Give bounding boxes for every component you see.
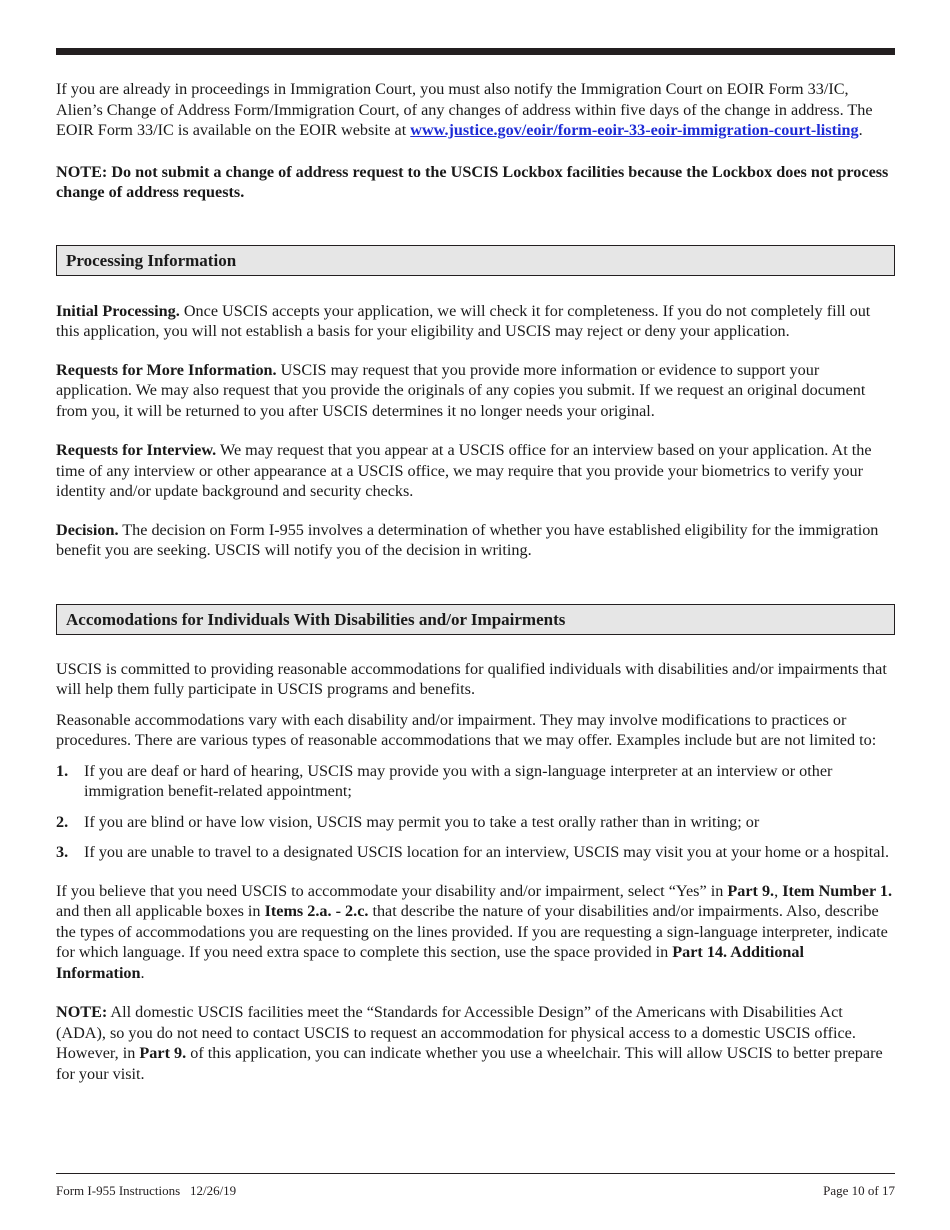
- eoir-website-link[interactable]: www.justice.gov/eoir/form-eoir-33-eoir-immigration-court-listing: [410, 121, 859, 139]
- form-identifier: Form I-955 Instructions 12/26/19: [56, 1183, 237, 1198]
- immigration-court-paragraph: If you are already in proceedings in Immigration Court, you must also notify the Immigration Court on EOIR Form 33/IC, Alien’s Change of Address Form/Immigration Court, of any changes of address within five days of the change in address. The EOIR Form 33/IC is available on the EOIR website at www.justice.gov/eoir/form-eoir-33-eoir-immigration-court-listing.: [56, 80, 873, 139]
- list-item: 3. If you are unable to travel to a designated USCIS location for an interview, USCIS may visit you at your home or a hospital.: [56, 843, 890, 861]
- accommodation-request-paragraph: If you believe that you need USCIS to accommodate your disability and/or impairment, select “Yes” in Part 9., Item Number 1. and then all applicable boxes in Items 2.a. - 2.c. that describe the nature of your disabilities and/or impairments. Also, describe the types of accommodations you are requesting on the lines provided. If you are requesting a sign-language interpreter, indicate for which language. If you need extra space to complete this section, use the space provided in Part 14. Additional Information.: [56, 881, 893, 982]
- lockbox-note: NOTE: Do not submit a change of address request to the USCIS Lockbox facilities because the Lockbox does not process change of address requests.: [56, 162, 889, 201]
- processing-information-header: Processing Information: [56, 245, 895, 276]
- interview-paragraph: Requests for Interview. We may request that you appear at a USCIS office for an interview based on your application. At the time of any interview or other appearance at a USCIS office, we may require that you provide your biometrics to verify your identity and/or update background and security checks.: [56, 441, 872, 500]
- accommodations-list: [56, 761, 895, 863]
- initial-processing-paragraph: Initial Processing. Once USCIS accepts your application, we will check it for completeness. If you do not completely fill out this application, you will not establish a basis for your eligibility and USCIS may reject or deny your application.: [56, 301, 871, 340]
- top-rule: [56, 48, 895, 55]
- accommodations-types-paragraph: Reasonable accommodations vary with each disability and/or impairment. They may involve modifications to practices or procedures. There are various types of reasonable accommodations that we may offer. Examples include but are not limited to:: [56, 710, 877, 749]
- decision-paragraph: Decision. The decision on Form I-955 involves a determination of whether you have established eligibility for the immigration benefit you are seeking. USCIS will notify you of the decision in writing.: [56, 520, 879, 559]
- accommodations-intro-paragraph: USCIS is committed to providing reasonable accommodations for qualified individuals with disabilities and/or impairments that will help them fully participate in USCIS programs and benefits.: [56, 659, 887, 698]
- document-page: [56, 0, 895, 1230]
- accommodations-header: Accomodations for Individuals With Disabilities and/or Impairments: [56, 604, 895, 635]
- page-content: [56, 79, 895, 1084]
- more-information-paragraph: Requests for More Information. USCIS may request that you provide more information or evidence to support your application. We may also request that you provide the originals of any copies you submit. If we request an original document from you, it will be returned to you after USCIS determines it no longer needs your original.: [56, 360, 866, 420]
- ada-note-paragraph: NOTE: All domestic USCIS facilities meet the “Standards for Accessible Design” of the Americans with Disabilities Act (ADA), so you do not need to contact USCIS to request an accommodation for physical access to a domestic USCIS office. However, in Part 9. of this application, you can indicate whether you use a wheelchair. This will allow USCIS to better prepare for your visit.: [56, 1003, 883, 1083]
- list-item: 2. If you are blind or have low vision, USCIS may permit you to take a test orally rather than in writing; or: [56, 812, 760, 831]
- footer-rule: [56, 1173, 895, 1174]
- page-number: Page 10 of 17: [823, 1183, 895, 1198]
- list-item: 1. If you are deaf or hard of hearing, USCIS may provide you with a sign-language interpreter at an interview or other immigration benefit-related appointment;: [56, 761, 833, 800]
